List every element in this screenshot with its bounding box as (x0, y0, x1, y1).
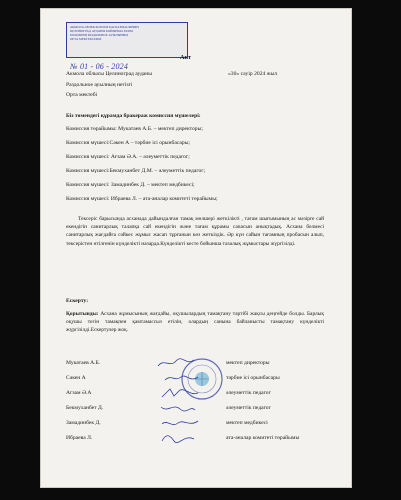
school-line: Орта мектебі (66, 92, 98, 98)
signer-name: Замадинбек Д. (66, 420, 101, 426)
registration-stamp (66, 22, 188, 58)
signer-role: тәрбие ісі орынбасары (226, 375, 280, 381)
signature-icon (158, 431, 198, 445)
region-line: Акмола облысы Целиноград ауданы (66, 71, 153, 77)
document-page (40, 8, 352, 488)
signer-role: мектеп медбикесі (226, 420, 268, 426)
signature-icon (160, 416, 200, 430)
signer-name: Ибраева Л. (66, 435, 93, 441)
commission-member: Комиссия мүшесі: Замадинбек Д. – мектеп медбикесі; (66, 182, 195, 188)
conclusion-text: Асхана жұмысының жағдайы, оқушылардың тамақтану тәртібі жақсы деңгейде болды. Барлық оқушы тегін тамақпен қамтамассыз етілін, олардың санына байланысты тамақтану күнделікті жүргізілді.Ескертулер жоқ. (66, 311, 324, 334)
commission-heading: Біз төмендегі құрамда бракераж комиссия мүшелері: (66, 113, 201, 119)
stamp-line: ОРТА МЕКТЕБІ КММ (70, 37, 102, 41)
signature-row (66, 435, 326, 445)
signer-role: әлеуметтік педагог (226, 405, 271, 411)
signature-row (66, 405, 326, 415)
signature-icon (158, 401, 198, 415)
signature-row (66, 420, 326, 430)
signature-icon (156, 356, 196, 370)
commission-member: Комиссия мүшесі:Бекмуханбет Д.М. – әлеуметтік педагог; (66, 168, 206, 174)
note-heading: Ескерту: (66, 298, 89, 304)
conclusion-paragraph (66, 310, 324, 335)
stamp-line: ЦЕЛИНОГРАД АУДАНЫ БОЙЫНША БІЛІМ (70, 29, 133, 33)
stamp-line: БӨЛІМІНІҢ РАЗДОЛЬНОЕ АУЫЛЫНЫҢ (70, 33, 128, 37)
signature-row (66, 375, 326, 385)
signer-role: әлеуметтік педагог (226, 390, 271, 396)
stamp-handwritten-number: № 01 - 06 - 2024 (70, 62, 129, 71)
signer-name: Мукатаев А.Б. (66, 360, 101, 366)
signer-role: мектеп директоры (226, 360, 270, 366)
signer-role: ата-аналар комитеті төрайымы (226, 435, 300, 441)
commission-member: Комиссия мүшесі: Ағзам Ә.А. – әлеуметтік педагог; (66, 154, 190, 160)
conclusion-label: Қорытынды: (66, 311, 99, 317)
document-date: «30» сәуір 2024 жыл (228, 71, 278, 77)
signer-name: Сәкен А (66, 375, 86, 381)
stamp-line: АҚМОЛА ОБЛЫСЫ БІЛІМ БАСҚАРМАСЫНЫҢ (70, 25, 139, 29)
signature-row (66, 390, 326, 400)
commission-member: Комиссия төрайымы: Мукатаев А.Б. – мектеп директоры; (66, 126, 203, 132)
signer-name: Бекмуханбет Д. (66, 405, 104, 411)
signature-row (66, 360, 326, 370)
commission-member: Комиссия мүшесі:Сәкен А – тәрбие ісі орынбасары; (66, 140, 191, 146)
body-paragraph: Тексеріс барысында асханада дайындалған тамақ мөлшері жеткілікті , тағам шығымының ас мәзірге сай екендігін санитарлық талапқа сай екендігін және тағам құрамы сапасын анықтадық. Асхана белмесі санитарлық жағдайға сәйкес жұмыс жасап тұрғанын көз жеткіздік. Әр күн сайын тағамның пробасын алып, тексерістен өтілгенін күнделікті назарда.Күнделікті кесте бойынша тазалық жұмыстары жүргізілді. (66, 216, 324, 247)
village-line: Раздольное ауылның негізгі (66, 82, 133, 88)
signer-name: Агзам Ә.А (66, 390, 92, 396)
document-title: Акт (180, 54, 192, 61)
signature-icon (160, 386, 200, 400)
signature-icon (162, 371, 202, 385)
commission-member: Комиссия мүшесі: Ибраева Л. – ата-аналар комитеті төрайымы; (66, 196, 218, 202)
